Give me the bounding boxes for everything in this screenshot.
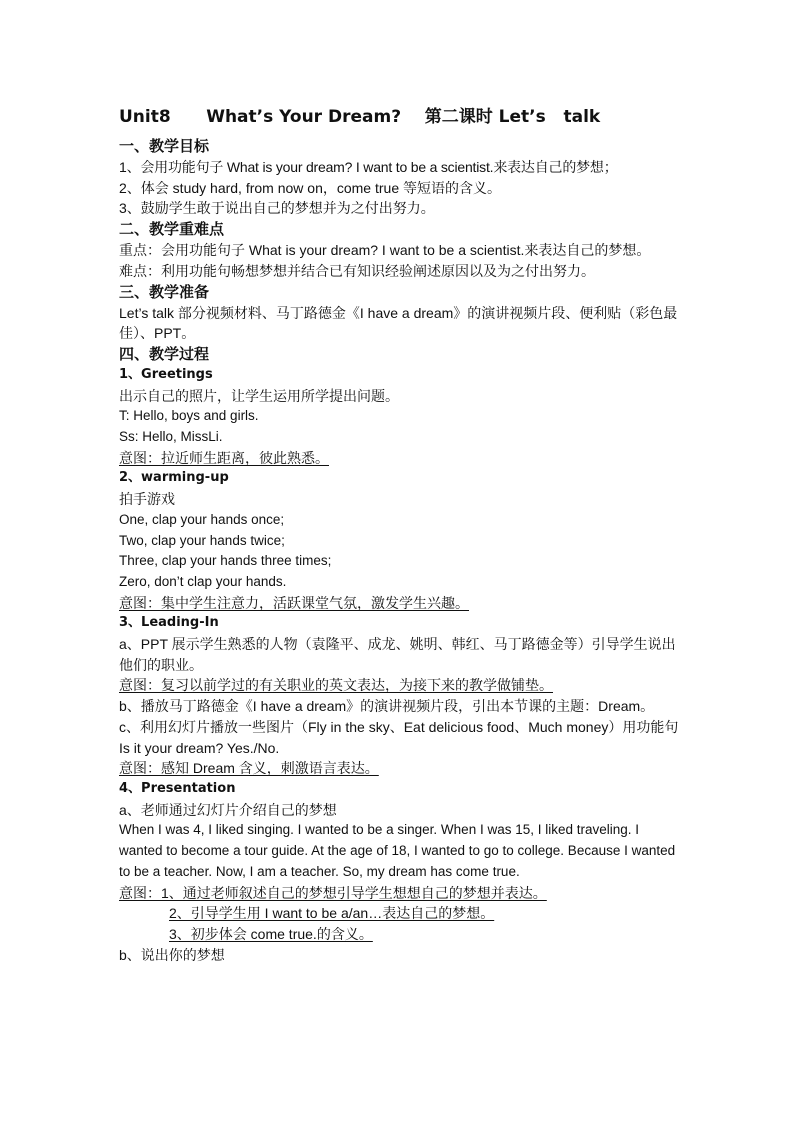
warming-line: One, clap your hands once; [119, 511, 285, 527]
warming-line: Two, clap your hands twice; [119, 532, 285, 548]
warming-line: 拍手游戏 [119, 491, 175, 508]
step-heading-leading-in: 3、Leading-In [119, 615, 219, 631]
greetings-intent: 意图：拉近师生距离，彼此熟悉。 [119, 449, 329, 466]
objective-item-2: 2、体会 study hard, from now on，come true 等短语的含义。 [119, 179, 501, 196]
presentation-story: When I was 4, I liked singing. I wanted to be a singer. When I was 15, I liked traveling. I wanted to become a tour guide. At the age of 18, I wanted to go to college. Because I wanted to be a teacher. Now, I am a teacher. So, my dream has come true. [119, 822, 676, 879]
presentation-intent-2-text: 2、引导学生用 I want to be a/an…表达自己的梦想。 [169, 905, 495, 922]
presentation-intent-3-text: 3、初步体会 come true.的含义。 [169, 925, 373, 942]
greetings-line: Ss: Hello, MissLi. [119, 429, 223, 445]
step-heading-greetings: 1、Greetings [119, 366, 213, 382]
step-heading-presentation: 4、Presentation [119, 780, 236, 796]
presentation-item-b: b、说出你的梦想 [119, 946, 225, 963]
greetings-line: 出示自己的照片，让学生运用所学提出问题。 [119, 387, 399, 404]
leading-intent-a: 意图：复习以前学过的有关职业的英文表达，为接下来的教学做铺垫。 [119, 677, 553, 694]
difficult-point-text: 难点：利用功能句畅想梦想并结合已有知识经验阐述原因以及为之付出努力。 [119, 262, 595, 279]
greetings-line: T: Hello, boys and girls. [119, 408, 259, 424]
objective-item-3: 3、鼓励学生敢于说出自己的梦想并为之付出努力。 [119, 200, 435, 217]
lesson-plan-page [119, 104, 679, 965]
presentation-intent-3 [119, 924, 679, 945]
section-heading-key-points: 二、教学重难点 [119, 220, 225, 239]
leading-intent-c: 意图：感知 Dream 含义，刺激语言表达。 [119, 760, 379, 777]
preparation-text: Let’s talk 部分视频材料、马丁路德金《I have a dream》的演讲视频片段、便利贴（彩色最佳）、PPT。 [119, 304, 678, 342]
section-heading-preparation: 三、教学准备 [119, 282, 210, 301]
section-heading-process: 四、教学过程 [119, 344, 210, 363]
objective-item-1: 1、会用功能句子 What is your dream? I want to be a scientist.来表达自己的梦想； [119, 159, 618, 175]
presentation-intent-2 [119, 903, 679, 924]
presentation-intent-1: 意图：1、通过老师叙述自己的梦想引导学生想想自己的梦想并表达。 [119, 884, 547, 901]
presentation-item-a: a、老师通过幻灯片介绍自己的梦想 [119, 801, 337, 818]
leading-item-a: a、PPT 展示学生熟悉的人物（袁隆平、成龙、姚明、韩红、马丁路德金等）引导学生说出他们的职业。 [119, 636, 676, 673]
document-title: Unit8 What’s Your Dream? 第二课时 Let’s talk [119, 107, 601, 127]
key-point-text: 重点：会用功能句子 What is your dream? I want to be a scientist.来表达自己的梦想。 [119, 242, 651, 259]
warming-line: Three, clap your hands three times; [119, 553, 332, 569]
leading-item-b: b、播放马丁路德金《I have a dream》的演讲视频片段，引出本节课的主题：Dream。 [119, 698, 655, 715]
warming-line: Zero, don’t clap your hands. [119, 573, 287, 589]
section-heading-objectives: 一、教学目标 [119, 137, 210, 155]
step-heading-warming-up: 2、warming-up [119, 470, 229, 486]
warming-intent: 意图：集中学生注意力，活跃课堂气氛，激发学生兴趣。 [119, 594, 469, 611]
leading-item-c: c、利用幻灯片播放一些图片（Fly in the sky、Eat delicious food、Much money）用功能句 Is it your dream? Yes./No. [119, 718, 679, 756]
